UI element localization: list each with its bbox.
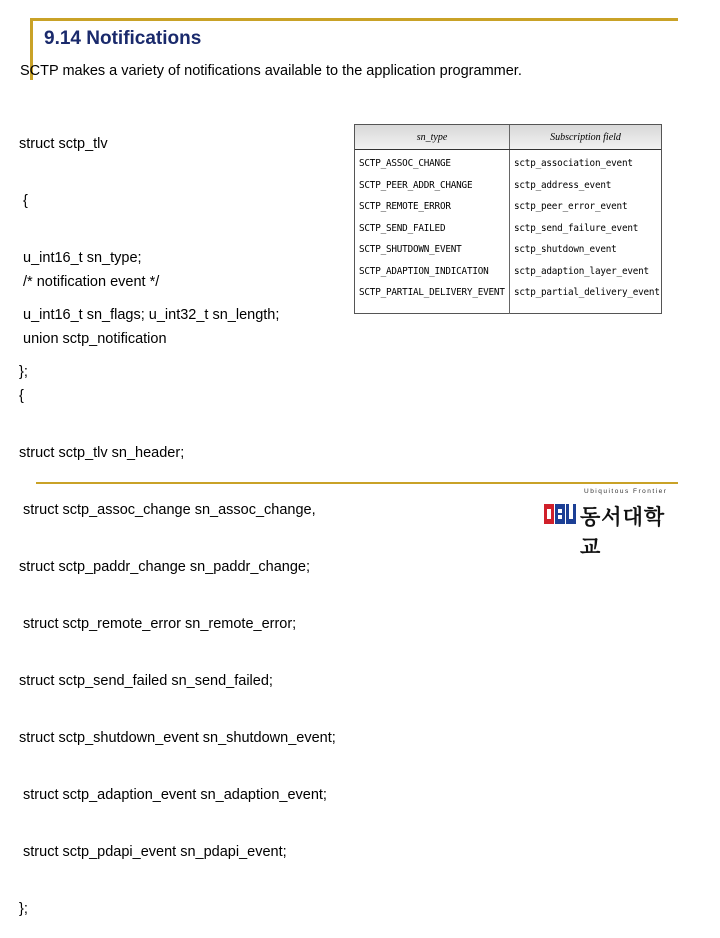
code-line: {	[19, 193, 28, 209]
code-line: struct sctp_adaption_event sn_adaption_event;	[19, 787, 327, 803]
header-sn-type: sn_type	[355, 125, 510, 149]
code-line: struct sctp_pdapi_event sn_pdapi_event;	[19, 844, 287, 860]
code-line: struct sctp_remote_error sn_remote_error;	[19, 616, 297, 632]
code-line: struct sctp_tlv	[19, 136, 108, 152]
code-line: /* notification event */	[19, 274, 160, 290]
code-line: struct sctp_send_failed sn_send_failed;	[19, 673, 273, 689]
title-bracket-horizontal	[30, 18, 678, 21]
table-cell: SCTP_SEND_FAILED	[359, 222, 446, 234]
table-body	[355, 150, 661, 314]
table-cell: SCTP_ASSOC_CHANGE	[359, 158, 451, 169]
logo-tagline: Ubiquitous Frontier	[584, 488, 668, 495]
sn-type-column	[355, 150, 510, 314]
table-cell: SCTP_PEER_ADDR_CHANGE	[359, 179, 473, 191]
table-cell: sctp_peer_error_event	[514, 201, 628, 212]
code-line: u_int16_t sn_flags; u_int32_t sn_length;	[19, 307, 280, 323]
table-header	[355, 125, 661, 150]
code-block-union	[19, 235, 336, 938]
university-name: 동서대학교	[580, 506, 666, 559]
code-line: struct sctp_tlv sn_header;	[19, 445, 185, 461]
code-line: struct sctp_shutdown_event sn_shutdown_event;	[19, 730, 336, 746]
footer-divider	[36, 482, 678, 484]
table-cell: SCTP_REMOTE_ERROR	[359, 201, 451, 212]
code-line: };	[19, 364, 28, 380]
subscription-field-column	[510, 150, 661, 314]
table-cell: sctp_partial_delivery_event	[514, 287, 660, 298]
table-cell: SCTP_ADAPTION_INDICATION	[359, 265, 489, 277]
code-line: };	[19, 901, 28, 917]
university-logo	[540, 488, 672, 559]
subscription-table	[354, 124, 662, 314]
header-subscription-field: Subscription field	[550, 131, 621, 143]
code-line: u_int16_t sn_type;	[19, 250, 142, 266]
code-line: {	[19, 388, 24, 404]
table-cell: sctp_shutdown_event	[514, 244, 617, 255]
code-line: struct sctp_paddr_change sn_paddr_change;	[19, 559, 311, 575]
table-cell: SCTP_SHUTDOWN_EVENT	[359, 244, 462, 255]
table-cell: sctp_send_failure_event	[514, 222, 639, 234]
table-cell: sctp_association_event	[514, 158, 633, 169]
code-line: union sctp_notification	[19, 331, 167, 347]
slide-title: 9.14 Notifications	[44, 28, 202, 49]
table-cell: SCTP_PARTIAL_DELIVERY_EVENT	[359, 287, 505, 298]
dsu-logo-icon	[544, 504, 576, 524]
table-cell: sctp_adaption_layer_event	[514, 265, 649, 277]
code-line: struct sctp_assoc_change sn_assoc_change,	[19, 502, 316, 518]
table-cell: sctp_address_event	[514, 179, 612, 191]
intro-text: SCTP makes a variety of notifications available to the application programmer.	[20, 63, 522, 79]
